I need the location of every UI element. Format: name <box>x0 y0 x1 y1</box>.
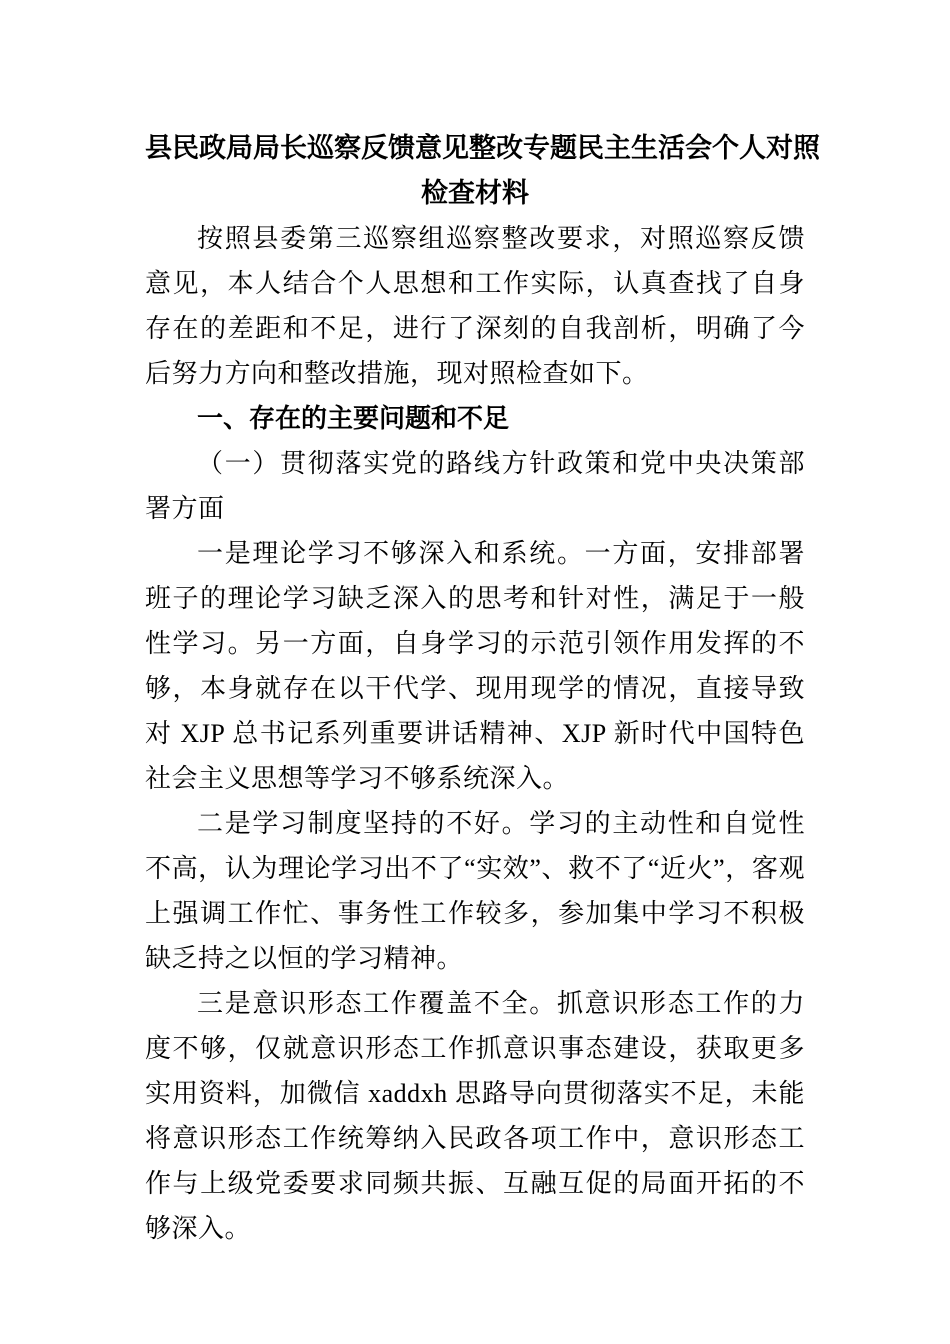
section-heading-problems: 一、存在的主要问题和不足 <box>197 403 510 433</box>
point-paragraph-2-study-system: 二是学习制度坚持的不好。学习的主动性和自觉性不高，认为理论学习出不了“实效”、救不了“近火”，客观上强调工作忙、事务性工作较多，参加集中学习不积极缺乏持之以恒的学习精神。 <box>145 809 805 973</box>
point-paragraph-3-ideology-work: 三是意识形态工作覆盖不全。抓意识形态工作的力度不够，仅就意识形态工作抓意识事态建设，获取更多实用资料，加微信 xaddxh 思路导向贯彻落实不足，未能将意识形态工作统筹纳入民政各项工作中，意识形态工作与上级党委要求同频共振、互融互促的局面开拓的不够深入。 <box>145 989 805 1243</box>
document-title <box>145 126 820 216</box>
document-title-line-2: 检查材料 <box>421 178 529 208</box>
subsection-heading-policy-implementation: （一）贯彻落实党的路线方针政策和党中央决策部署方面 <box>145 449 805 523</box>
intro-paragraph: 按照县委第三巡察组巡察整改要求，对照巡察反馈意见，本人结合个人思想和工作实际，认真查找了自身存在的差距和不足，进行了深刻的自我剖析，明确了今后努力方向和整改措施，现对照检查如下。 <box>145 224 805 388</box>
document-title-line-1: 县民政局局长巡察反馈意见整改专题民主生活会个人对照 <box>145 133 820 163</box>
point-paragraph-1-theory-study: 一是理论学习不够深入和系统。一方面，安排部署班子的理论学习缺乏深入的思考和针对性，满足于一般性学习。另一方面，自身学习的示范引领作用发挥的不够，本身就存在以干代学、现用现学的情况，直接导致对 XJP 总书记系列重要讲话精神、XJP 新时代中国特色社会主义思想等学习不够系统深入。 <box>145 539 805 793</box>
